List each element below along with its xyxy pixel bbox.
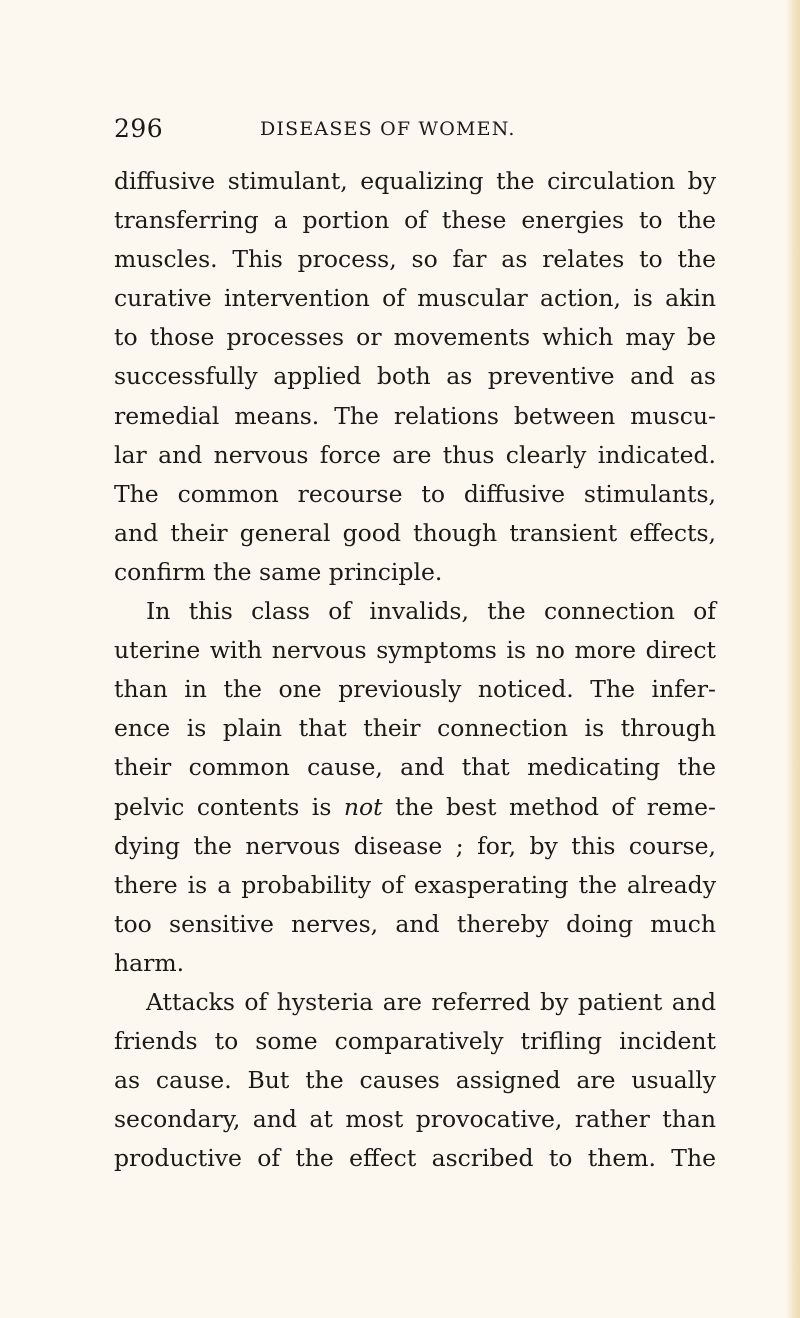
text-line: friends to some comparatively trifling incident [114,1027,716,1056]
text-line: confirm the same principle. [114,557,443,586]
running-head [114,114,716,144]
text-line-with-italic [114,788,716,827]
text-line: and their general good though transient effects, [114,518,716,547]
text-line: ence is plain that their connection is through [114,714,716,743]
text-line-paragraph-start: In this class of invalids, the connection of [146,597,716,626]
text-line: than in the one previously noticed. The infer- [114,675,716,704]
text-line: secondary, and at most provocative, rather than [114,1105,716,1134]
text-line: dying the nervous disease ; for, by this course, [114,831,716,860]
text-line: productive of the effect ascribed to them. The [114,1144,716,1173]
text-line: to those processes or movements which may be [114,323,716,352]
body-text [114,162,716,1178]
text-line: there is a probability of exasperating the already [114,870,716,899]
text-line: as cause. But the causes assigned are usually [114,1066,716,1095]
page-number: 296 [114,114,164,143]
text-line: harm. [114,948,185,977]
text-line: muscles. This process, so far as relates to the [114,245,716,274]
text-line: diffusive stimulant, equalizing the circulation by [114,167,716,195]
text-segment: pelvic contents is [114,792,332,821]
text-line: remedial means. The relations between muscu- [114,401,716,430]
text-line: The common recourse to diffusive stimulants, [114,479,716,508]
text-line: transferring a portion of these energies to the [114,206,716,235]
text-line: curative intervention of muscular action, is akin [114,284,716,313]
page-edge [786,0,800,1318]
text-line: too sensitive nerves, and thereby doing much [114,909,716,938]
text-line: lar and nervous force are thus clearly indicated. [114,440,716,469]
text-line: successfully applied both as preventive and as [114,362,716,391]
running-title: DISEASES OF WOMEN. [260,118,516,140]
text-line: uterine with nervous symptoms is no more direct [114,636,716,665]
text-line: their common cause, and that medicating the [114,753,716,782]
italic-emphasis: not [343,792,383,821]
text-segment: the best method of reme- [395,792,716,821]
text-line-paragraph-start: Attacks of hysteria are referred by patient and [146,987,716,1016]
